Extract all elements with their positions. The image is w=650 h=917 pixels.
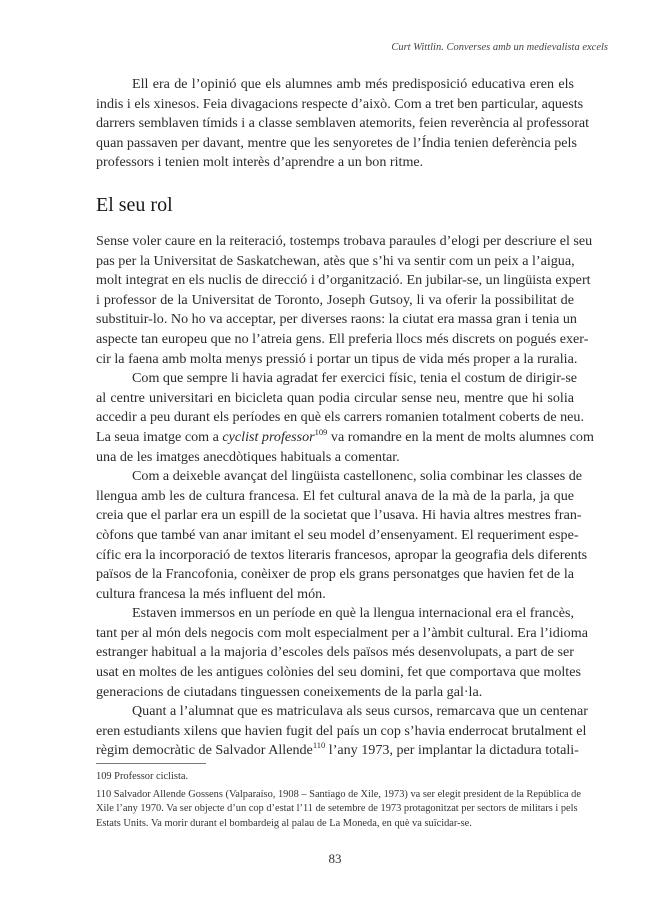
footnote-109: 109 Professor ciclista. xyxy=(96,771,189,782)
text-line: cífic era la incorporació de textos literaris francesos, apropar la geografia dels diferents xyxy=(96,546,588,563)
text-line: estranger habitual a la majoria d’escoles dels països més desenvolupats, a part de ser xyxy=(96,644,574,661)
text-line: al centre universitari en bicicleta quan podia circular sense neu, mentre que hi solia xyxy=(96,389,574,406)
text-line: còfons que també van anar imitant el seu model d’ensenyament. El requeriment espe- xyxy=(96,526,579,543)
text-line: cir la faena amb molta menys pressió i portar un tipus de vida més proper a la ruralia. xyxy=(96,350,578,367)
page-number: 83 xyxy=(328,851,342,866)
text-line: creia que el parlar era un espill de la societat que l’usava. Hi havia altres mestres fran- xyxy=(96,507,582,524)
text-line: accedir a peu durant els períodes en què els carrers romanien totalment coberts de neu. xyxy=(96,409,584,426)
text-line: i professor de la Universitat de Toronto, Joseph Gutsoy, li va oferir la possibilitat de xyxy=(96,291,574,308)
text-line: darrers semblaven tímids i a classe semblaven atemorits, feien reverència al professorat xyxy=(96,115,590,132)
text-line: tant per al món dels negocis com molt especialment per a l’àmbit cultural. Era l’idioma xyxy=(96,624,588,641)
text-line xyxy=(96,740,579,761)
text-line: generacions de ciutadans tinguessen coneixements de la parla gal·la. xyxy=(96,683,483,700)
footnote-line: 110 Salvador Allende Gossens (Valparaíso, 1908 – Santiago de Xile, 1973) va ser elegit president de la República de xyxy=(96,788,581,800)
text-line: Estaven immersos en un període en què la llengua internacional era el francès, xyxy=(132,605,574,622)
text-line: eren estudiants xilens que havien fugit del país un cop s’havia enderrocat brutalment el xyxy=(96,722,587,739)
footnote-ref-109: 109 xyxy=(314,426,328,437)
paragraph xyxy=(96,702,588,761)
text-line: professors i tenien molt interès d’aprendre a un bon ritme. xyxy=(96,154,424,171)
section-body xyxy=(96,232,594,761)
intro-paragraph xyxy=(96,75,590,173)
text-line: Ell era de l’opinió que els alumnes amb més predisposició educativa eren els xyxy=(132,76,574,92)
footnote-line: Estats Units. Va morir durant el bombardeig al palau de La Moneda, en què va suïcidar-se. xyxy=(96,818,472,830)
text-line: aspecte tan europeu que no l’atreia gens. Ell preferia llocs més discrets on pogués exer- xyxy=(96,330,589,347)
text-span: règim democràtic de Salvador Allende xyxy=(96,742,313,759)
running-header: Curt Wittlin. Converses amb un medievalista excels xyxy=(391,42,608,53)
text-line: molt integrat en els nuclis de direcció i d’organització. En jubilar-se, un lingüista expert xyxy=(96,272,591,289)
paragraph xyxy=(96,604,588,702)
paragraph xyxy=(96,467,588,604)
text-line: Com a deixeble avançat del lingüista castellonenc, solia combinar les classes de xyxy=(132,468,583,485)
text-line: Quant a l’alumnat que es matriculava als seus cursos, remarcava que un centenar xyxy=(132,703,588,720)
footnotes xyxy=(96,770,581,835)
text-line xyxy=(96,426,594,448)
text-line: cultura francesa la més influent del món. xyxy=(96,585,326,602)
section-heading: El seu rol xyxy=(96,194,173,216)
footnote-line: Xile l’any 1970. Va ser objecte d’un cop d’estat l’11 de setembre de 1973 protagonitzat per sectors de militars i pels xyxy=(96,803,578,815)
text-span: l’any 1973, per implantar la dictadura totali- xyxy=(325,742,579,759)
text-span: La seua imatge com a xyxy=(96,428,223,445)
text-line: països de la Francofonia, conèixer de prop els grans personatges que havien fet de la xyxy=(96,566,574,583)
footnote-divider xyxy=(96,763,206,764)
paragraph xyxy=(96,369,594,467)
footnote-ref-110: 110 xyxy=(312,740,326,751)
text-line: pas per la Universitat de Saskatchewan, atès que s’hi va sentir com un peix a l’aigua, xyxy=(96,252,575,269)
paragraph xyxy=(96,232,593,369)
text-line: usat en moltes de les antigues colònies del seu domini, fet que comportava que moltes xyxy=(96,664,581,681)
text-line: llengua amb les de cultura francesa. El fet cultural anava de la mà de la parla, ja que xyxy=(96,487,574,504)
text-span: va romandre en la ment de molts alumnes com xyxy=(327,428,594,445)
text-line: indis i els xinesos. Feia divagacions respecte d’això. Com a tret ben particular, aquests xyxy=(96,95,584,112)
text-line: Com que sempre li havia agradat fer exercici físic, tenia el costum de dirigir-se xyxy=(132,370,578,387)
text-line: una de les imatges anecdòtiques habituals a comentar. xyxy=(96,448,400,465)
text-line: quan passaven per davant, mentre que les senyoretes de l’Índia tenien deferència pels xyxy=(96,134,577,151)
text-line: Sense voler caure en la reiteració, tostemps trobava paraules d’elogi per descriure el seu xyxy=(96,233,593,249)
footnote-110 xyxy=(96,788,581,832)
text-line: substituir-lo. No ho va acceptar, per diverses raons: la ciutat era massa gran i tenia un xyxy=(96,311,577,328)
italic-term: cyclist professor xyxy=(222,428,315,445)
